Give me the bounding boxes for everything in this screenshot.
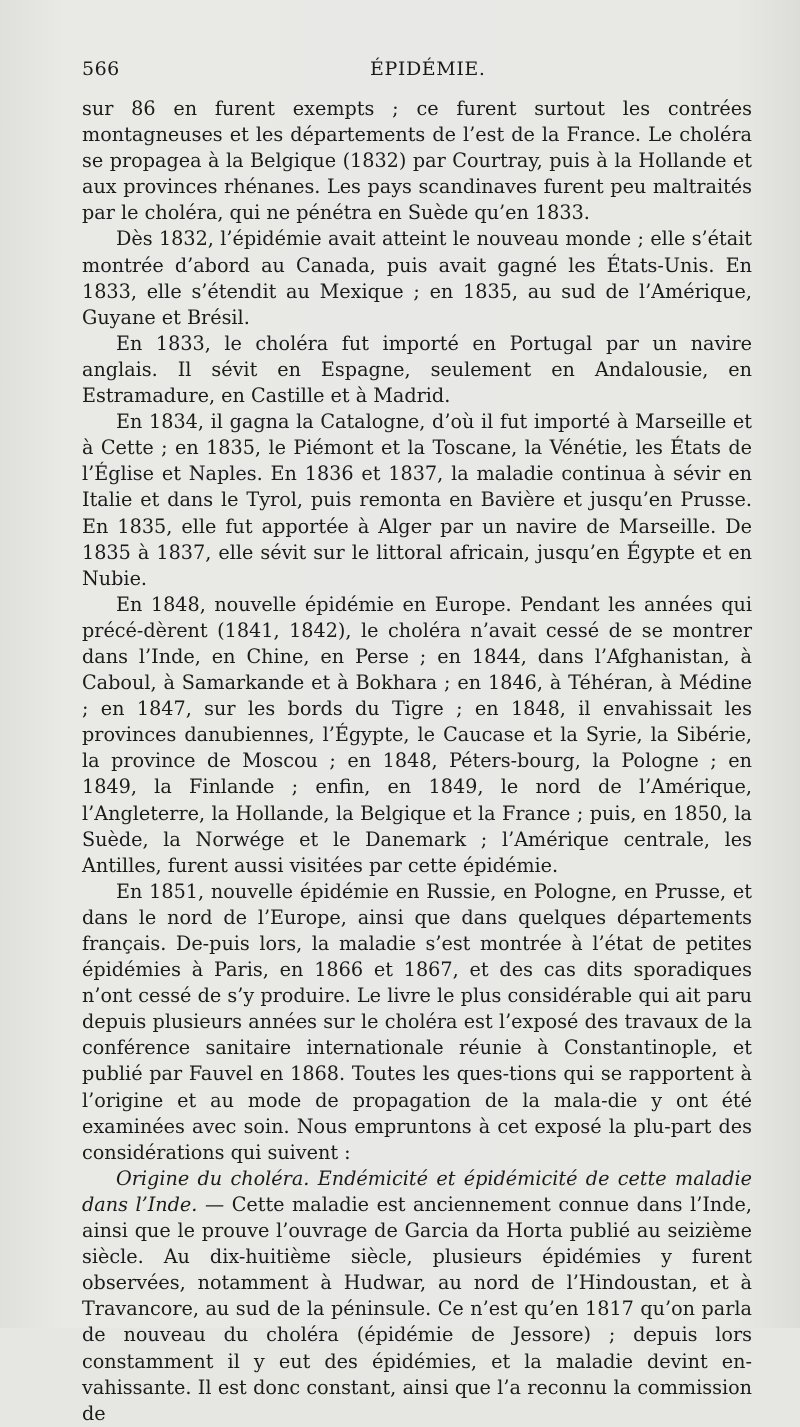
body-text [82,96,752,1427]
page-number: 566 [82,58,120,80]
paragraph-text: — Cette maladie est anciennement connue dans l’Inde, ainsi que le prouve l’ouvrage de Garcia da Horta publié au seizième siècle. Au dix-huitième siècle, plusieurs épidémies y furent observées, notamment à Hudwar, au nord de l’Hindoustan, et à Travancore, au sud de la péninsule. Ce n’est qu’en 1817 qu’on parla de nouveau du choléra (épidémie de Jessore) ; depuis lors constamment il y eut des épidémies, et la maladie devint en-vahissante. Il est donc constant, ainsi que l’a reconnu la commission de [82,1192,752,1425]
paragraph-text: En 1833, le choléra fut importé en Portugal par un navire anglais. Il sévit en Espagne, seulement en Andalousie, en Estramadure, en Castille et à Madrid. [82,331,752,408]
paragraph-catalogne [82,409,752,592]
paragraph-text: En 1848, nouvelle épidémie en Europe. Pendant les années qui précé-dèrent (1841, 1842), le choléra n’avait cessé de se montrer dans l’Inde, en Chine, en Perse ; en 1844, dans l’Afghanistan, à Caboul, à Samarkande et à Bokhara ; en 1846, à Téhéran, à Médine ; en 1847, sur les bords du Tigre ; en 1848, il envahissait les provinces danubiennes, l’Égypte, le Caucase et la Syrie, la Sibérie, la province de Moscou ; en 1848, Péters-bourg, la Pologne ; en 1849, la Finlande ; enfin, en 1849, le nord de l’Amérique, l’Angleterre, la Hollande, la Belgique et la France ; puis, en 1850, la Suède, la Norwége et le Danemark ; l’Amérique centrale, les Antilles, furent aussi visitées par cette épidémie. [82,592,752,877]
section-heading: Origine du choléra. Endémicité et épidémicité de cette maladie dans l’Inde. [82,1166,752,1216]
paragraph-1851 [82,879,752,1166]
paragraph-continuation [82,96,752,226]
paragraph-origine [82,1166,752,1427]
paragraph-1848 [82,592,752,879]
paragraph-portugal [82,331,752,409]
paragraph-text: sur 86 en furent exempts ; ce furent surtout les contrées montagneuses et les départements de l’est de la France. Le choléra se propagea à la Belgique (1832) par Courtray, puis à la Hollande et aux provinces rhénanes. Les pays scandinaves furent peu maltraités par le choléra, qui ne pénétra en Suède qu’en 1833. [82,97,752,225]
paragraph-text: Dès 1832, l’épidémie avait atteint le nouveau monde ; elle s’était montrée d’abord au Canada, puis avait gagné les États-Unis. En 1833, elle s’étendit au Mexique ; en 1835, au sud de l’Amérique, Guyane et Brésil. [82,227,752,329]
running-title: ÉPIDÉMIE. [370,58,486,80]
paragraph-text: En 1834, il gagna la Catalogne, d’où il fut importé à Marseille et à Cette ; en 1835, le Piémont et la Toscane, la Vénétie, les États de l’Église et Naples. En 1836 et 1837, la maladie continua à sévir en Italie et dans le Tyrol, puis remonta en Bavière et jusqu’en Prusse. En 1835, elle fut apportée à Alger par un navire de Marseille. De 1835 à 1837, elle sévit sur le littoral africain, jusqu’en Égypte et en Nubie. [82,410,752,590]
paragraph-new-world [82,226,752,330]
running-head [82,56,752,96]
paragraph-text: En 1851, nouvelle épidémie en Russie, en Pologne, en Prusse, et dans le nord de l’Europe, ainsi que dans quelques départements français. De-puis lors, la maladie s’est montrée à l’état de petites épidémies à Paris, en 1866 et 1867, et des cas dits sporadiques n’ont cessé de s’y produire. Le livre le plus considérable qui ait paru depuis plusieurs années sur le choléra est l’exposé des travaux de la conférence sanitaire internationale réunie à Constantinople, et publié par Fauvel en 1868. Toutes les ques-tions qui se rapportent à l’origine et au mode de propagation de la mala-die y ont été examinées avec soin. Nous empruntons à cet exposé la plu-part des considérations qui suivent : [82,879,752,1164]
